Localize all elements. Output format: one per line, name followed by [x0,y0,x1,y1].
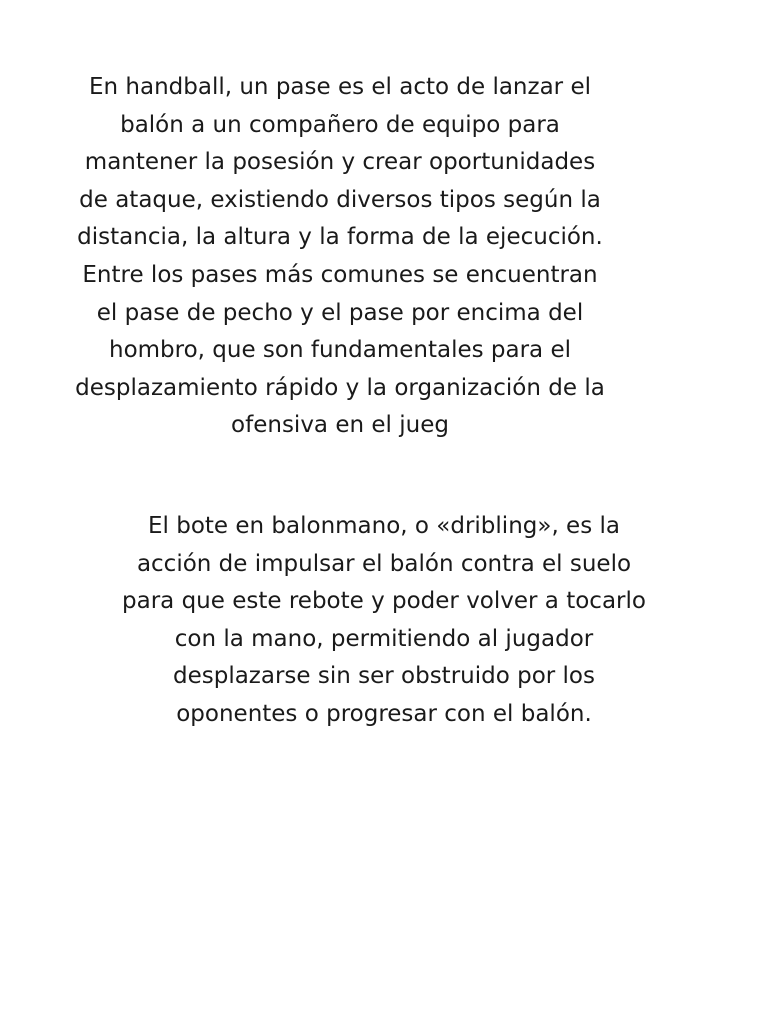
text-line: distancia, la altura y la forma de la ejecución. [77,224,603,251]
text-line: el pase de pecho y el pase por encima del [96,299,584,326]
text-line: ofensiva en el jueg [231,412,449,439]
text-line: desplazamiento rápido y la organización de la [75,374,605,401]
text-line: hombro, que son fundamentales para el [109,337,571,364]
text-line: oponentes o progresar con el balón. [176,700,592,727]
text-line: con la mano, permitiendo al jugador [174,625,594,652]
text-line: balón a un compañero de equipo para [120,111,560,138]
paragraph-dribbling [64,508,704,734]
text-line: para que este rebote y poder volver a tocarlo [122,588,646,615]
text-line: acción de impulsar el balón contra el suelo [136,550,632,577]
paragraph-handball-pass [20,69,660,445]
text-line: Entre los pases más comunes se encuentran [82,261,598,288]
text-line: mantener la posesión y crear oportunidades [84,149,596,176]
text-line: de ataque, existiendo diversos tipos según la [79,186,601,213]
text-line: El bote en balonmano, o «dribling», es la [147,513,620,539]
text-line: En handball, un pase es el acto de lanzar el [88,74,591,100]
text-line: desplazarse sin ser obstruido por los [172,663,595,690]
